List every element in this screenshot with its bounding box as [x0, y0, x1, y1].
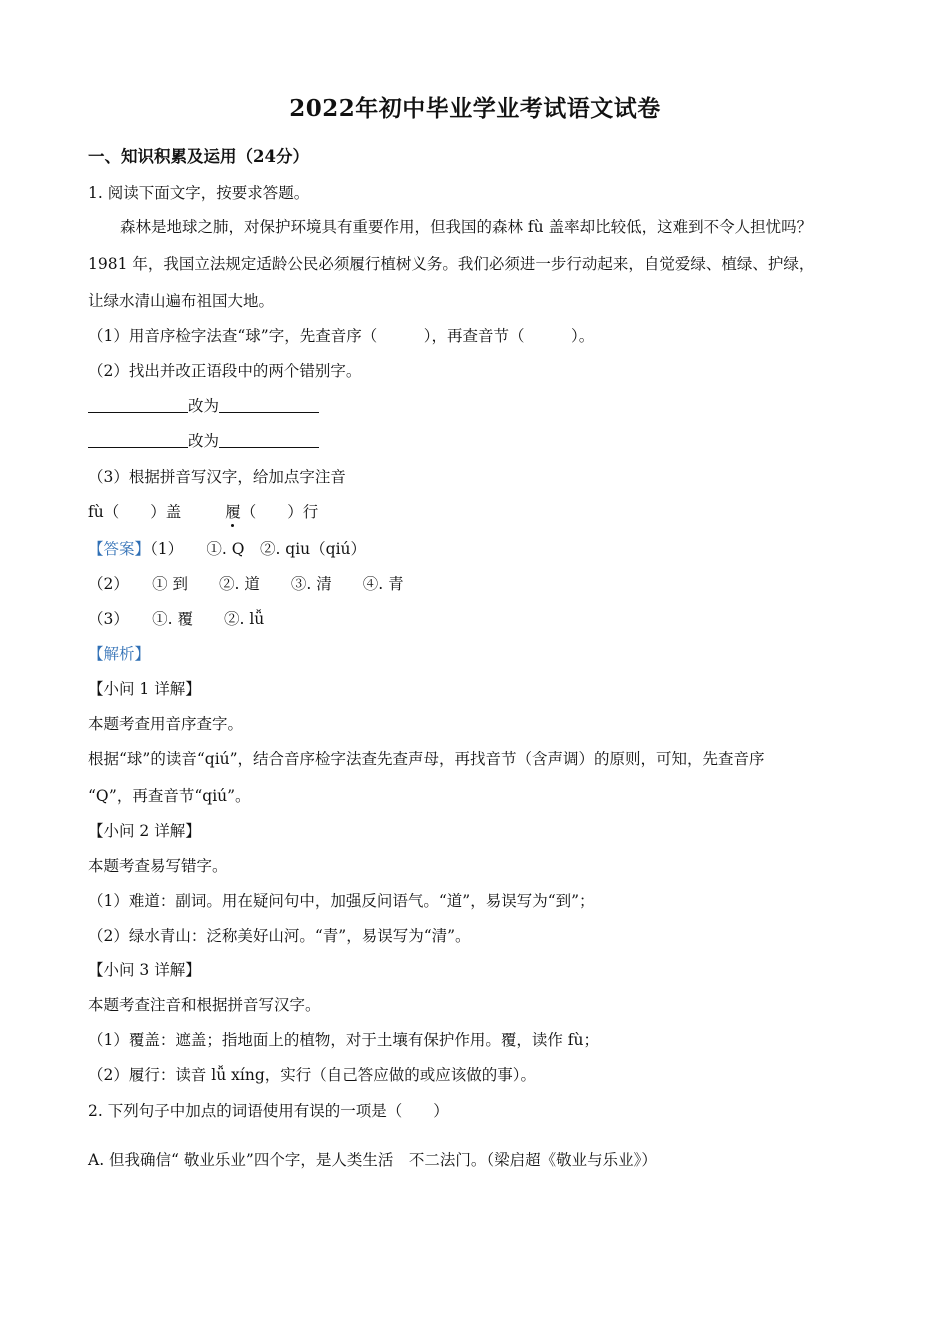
question-1-stem: 1. 阅读下面文字，按要求答题。 — [88, 184, 310, 202]
answer-row-3: （3） ①. 覆 ②. lǚ — [88, 610, 265, 628]
correction-row-1 — [88, 396, 319, 416]
correction-label: 改为 — [188, 432, 220, 450]
subquestion-1: （1）用音序检字法查“球”字，先查音序（ ），再查音节（ ）。 — [88, 327, 595, 345]
answer-blank[interactable] — [219, 431, 319, 448]
detail-2-heading: 【小问 2 详解】 — [88, 822, 201, 840]
detail-2-line-1: 本题考查易写错字。 — [88, 857, 228, 875]
answer-row-1 — [88, 539, 366, 559]
section-heading: 一、知识积累及运用（24分） — [88, 147, 309, 166]
detail-1-heading: 【小问 1 详解】 — [88, 680, 201, 698]
answer-row-2: （2） ① 到 ②. 道 ③. 清 ④. 青 — [88, 575, 404, 593]
passage-line-2: 1981 年，我国立法规定适龄公民必须履行植树义务。我们必须进一步行动起来，自觉爱绿、植绿、护绿， — [88, 255, 815, 273]
answer-blank[interactable] — [219, 396, 319, 413]
detail-3-line-1: 本题考查注音和根据拼音写汉字。 — [88, 996, 321, 1014]
detail-1-line-3: “Q”，再查音节“qiú”。 — [88, 787, 251, 805]
answer-label: 【答案】 — [88, 540, 151, 558]
question-2-stem: 2. 下列句子中加点的词语使用有误的一项是（ ） — [88, 1102, 449, 1120]
item-lü: （ ）行 — [240, 503, 319, 521]
dotted-char-lü: 履 — [225, 503, 241, 521]
detail-1-line-2: 根据“球”的读音“qiú”，结合音序检字法查先查声母，再找音节（含声调）的原则，可知，先查音序 — [88, 750, 765, 768]
passage-line-3: 让绿水清山遍布祖国大地。 — [88, 292, 275, 310]
detail-2-line-3: （2）绿水青山：泛称美好山河。“青”，易误写为“清”。 — [88, 927, 471, 945]
exam-title: 2022年初中毕业学业考试语文试卷 — [289, 95, 661, 122]
passage-line-1: 森林是地球之肺，对保护环境具有重要作用，但我国的森林 fù 盖率却比较低，这难到不令人担忧吗？ — [120, 218, 813, 236]
question-2-option-a: A. 但我确信“ 敬业乐业”四个字，是人类生活 不二法门。（梁启超《敬业与乐业》） — [88, 1151, 657, 1169]
correction-label: 改为 — [188, 397, 220, 415]
item-fu: fù（ ）盖 — [88, 503, 182, 521]
answer-blank[interactable] — [88, 431, 188, 448]
analysis-label: 【解析】 — [88, 645, 151, 663]
subquestion-2: （2）找出并改正语段中的两个错别字。 — [88, 362, 362, 380]
detail-1-line-1: 本题考查用音序查字。 — [88, 715, 244, 733]
answer-blank[interactable] — [88, 396, 188, 413]
correction-row-2 — [88, 431, 319, 451]
answer-1: （1） ①. Q ②. qiu（qiú） — [150, 540, 367, 558]
subquestion-3: （3）根据拼音写汉字，给加点字注音 — [88, 468, 346, 486]
detail-3-line-2: （1）覆盖：遮盖；指地面上的植物，对于土壤有保护作用。覆，读作 fù； — [88, 1031, 600, 1049]
detail-2-line-2: （1）难道：副词。用在疑问句中，加强反问语气。“道”，易误写为“到”； — [88, 892, 595, 910]
detail-3-heading: 【小问 3 详解】 — [88, 961, 201, 979]
subquestion-3-items — [88, 502, 318, 522]
detail-3-line-3: （2）履行：读音 lǚ xíng，实行（自己答应做的或应该做的事）。 — [88, 1066, 537, 1084]
